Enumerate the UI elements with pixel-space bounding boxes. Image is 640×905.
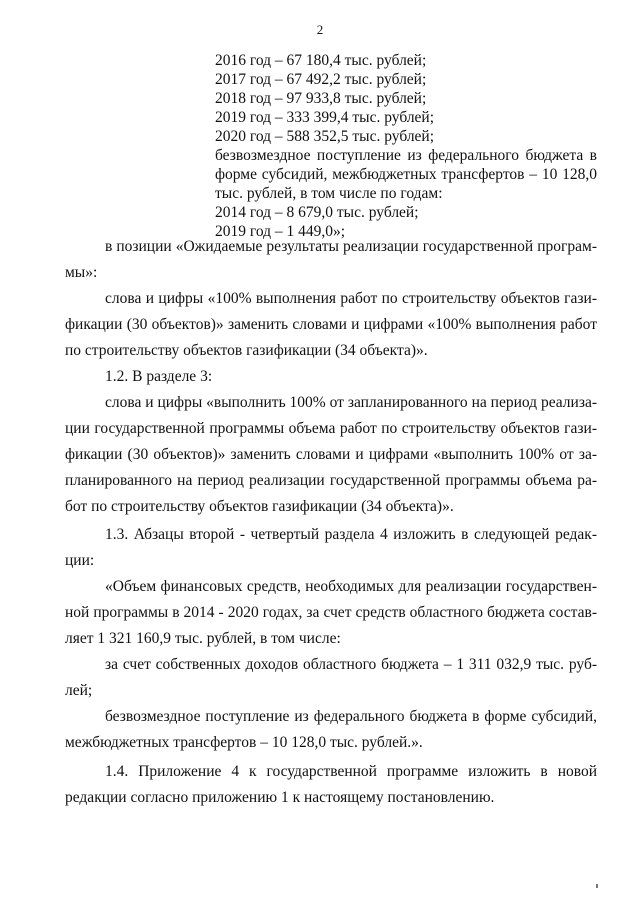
text-line: 2016 год – 67 180,4 тыс. рублей; <box>215 52 427 69</box>
text-line: ции государственной программы объема работ по строительству объектов гази- <box>65 420 597 437</box>
text-line: фикации (30 объектов)» заменить словами и цифрами «100% выполнения работ <box>65 316 597 333</box>
text-line: 1.4. Приложение 4 к государственной программе изложить в новой <box>105 763 597 780</box>
text-line: по строительству объектов газификации (34 объекта)». <box>65 342 428 359</box>
text-line: планированного на период реализации государственной программы объема ра- <box>65 472 597 489</box>
scan-mark <box>596 884 598 888</box>
text-line: ции: <box>65 552 95 569</box>
text-line: 2019 год – 333 399,4 тыс. рублей; <box>215 109 435 126</box>
page-number: 2 <box>316 22 324 37</box>
text-line: ляет 1 321 160,9 тыс. рублей, в том числе: <box>65 630 341 647</box>
text-line: слова и цифры «выполнить 100% от запланированного на период реализа- <box>105 394 597 411</box>
text-line: тыс. рублей, в том числе по годам: <box>215 185 443 202</box>
text-line: межбюджетных трансфертов – 10 128,0 тыс. рублей.». <box>65 734 423 751</box>
text-line: 2018 год – 97 933,8 тыс. рублей; <box>215 90 427 107</box>
text-line: редакции согласно приложению 1 к настоящему постановлению. <box>65 789 495 806</box>
text-line: «Объем финансовых средств, необходимых для реализации государствен- <box>105 578 597 595</box>
section-heading: 1.2. В разделе 3: <box>105 368 213 385</box>
text-line: за счет собственных доходов областного бюджета – 1 311 032,9 тыс. руб- <box>105 656 597 673</box>
text-line: лей; <box>65 682 93 699</box>
text-line: 2014 год – 8 679,0 тыс. рублей; <box>215 204 419 221</box>
text-line: 2017 год – 67 492,2 тыс. рублей; <box>215 71 427 88</box>
text-line: 2020 год – 588 352,5 тыс. рублей; <box>215 128 435 145</box>
text-line: 2019 год – 1 449,0»; <box>215 223 346 240</box>
text-line: слова и цифры «100% выполнения работ по строительству объектов гази- <box>105 290 597 307</box>
text-line: фикации (30 объектов)» заменить словами и цифрами «выполнить 100% от за- <box>65 446 597 463</box>
text-line: 1.3. Абзацы второй - четвертый раздела 4 изложить в следующей редак- <box>105 526 597 543</box>
text-line: мы»: <box>65 264 98 281</box>
text-line: ной программы в 2014 - 2020 годах, за счет средств областного бюджета состав- <box>65 604 597 621</box>
text-line: форме субсидий, межбюджетных трансфертов – 10 128,0 <box>215 166 597 183</box>
text-line: безвозмездное поступление из федерального бюджета в <box>215 147 597 164</box>
text-line: безвозмездное поступление из федерального бюджета в форме субсидий, <box>105 708 597 725</box>
text-line: бот по строительству объектов газификации (34 объекта)». <box>65 498 454 515</box>
text-line: в позиции «Ожидаемые результаты реализации государственной програм- <box>105 238 597 255</box>
